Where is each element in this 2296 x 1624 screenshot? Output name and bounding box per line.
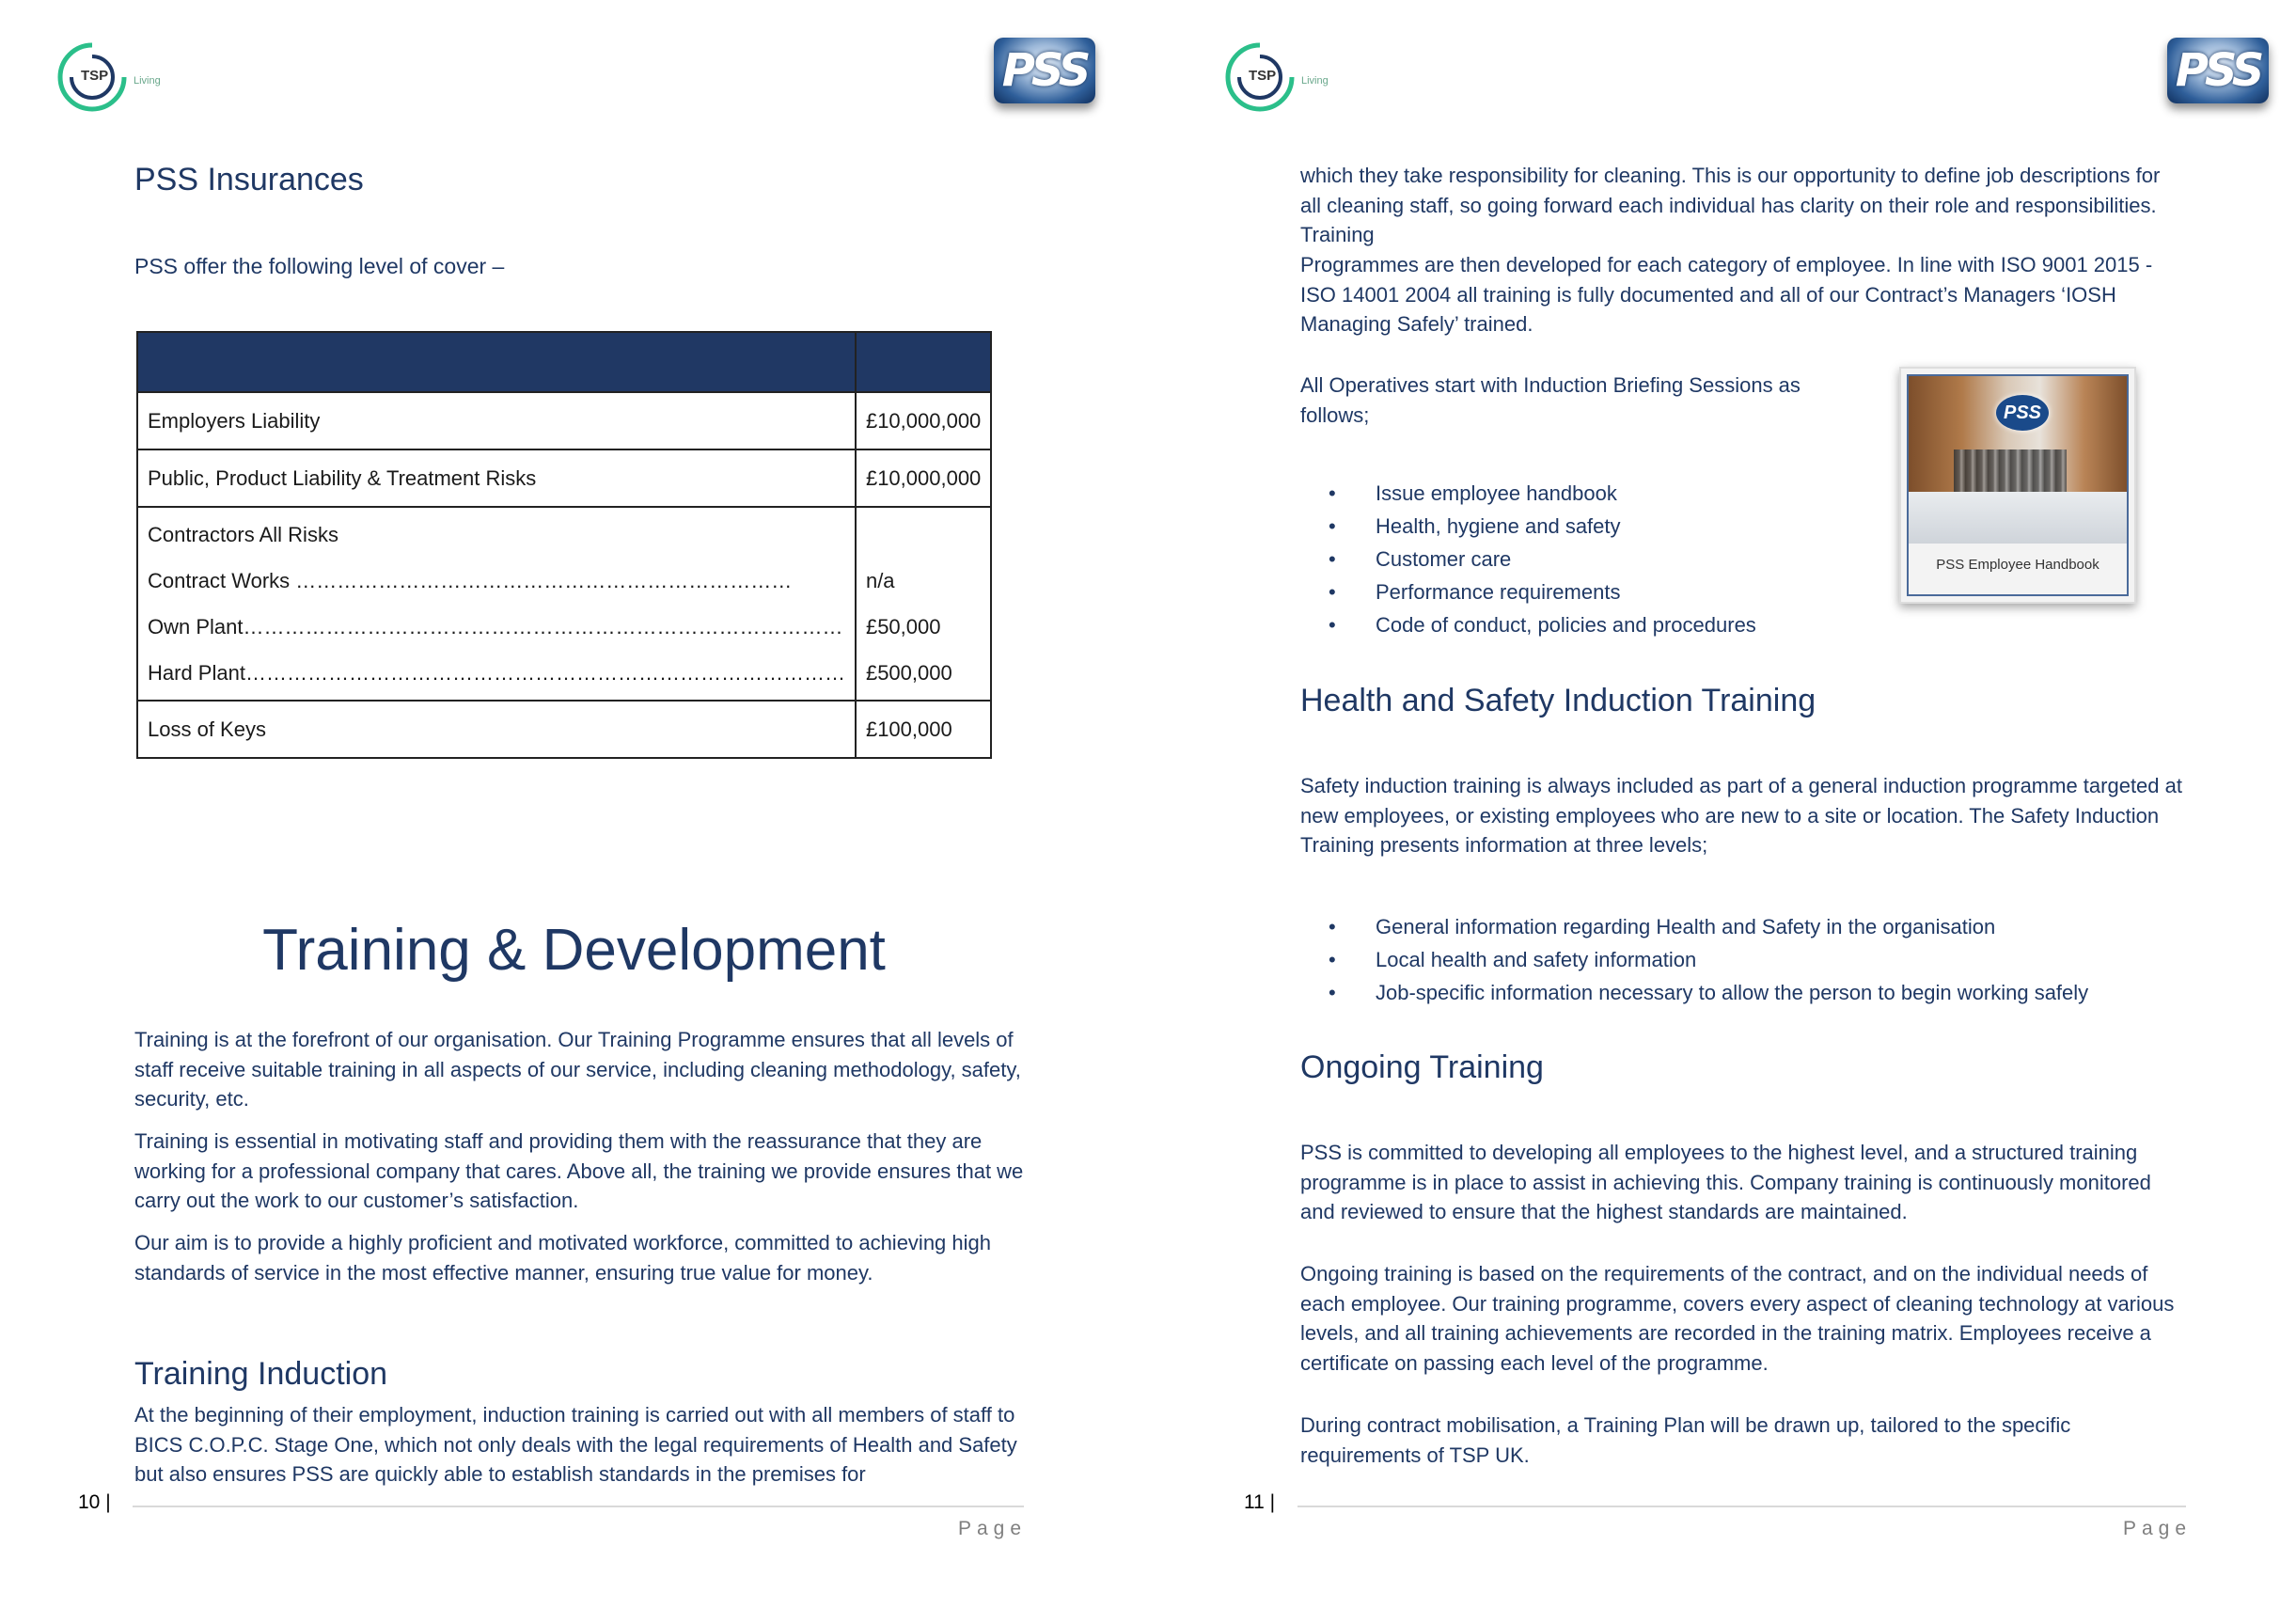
tsp-logo-text: TSP — [1249, 68, 1277, 84]
cover-amount: £500,000 — [865, 661, 952, 685]
handbook-pss-badge: PSS — [1996, 395, 2049, 431]
continued-paragraph: which they take responsibility for cleaning. This is our opportunity to define job descriptions for all cleaning staff, so going forward each individual has clarity on their role and responsibilities. Training — [1300, 164, 2161, 246]
page-number: 11 | — [1244, 1491, 1276, 1513]
health-safety-list — [1329, 910, 2088, 1009]
cover-label: Own Plant…………………………………………………………………………… — [148, 615, 843, 639]
training-development-heading: Training & Development — [262, 918, 886, 983]
health-safety-paragraph: Safety induction training is always included as part of a general induction programme targeted at new employees, or existing employees who are new to a site or location. The Safety Induction Training presents information at three levels; — [1300, 774, 2182, 857]
cover-amount: £10,000,000 — [856, 449, 991, 507]
footer-divider — [133, 1506, 1024, 1507]
ongoing-training-heading: Ongoing Training — [1300, 1049, 1544, 1085]
cover-amount: n/a — [865, 569, 895, 592]
cover-label: Loss of Keys — [137, 701, 856, 758]
list-item: • Performance requirements — [1329, 575, 1756, 608]
table-row — [137, 392, 991, 449]
cover-label: Employers Liability — [137, 392, 856, 449]
tsp-living-logo — [56, 41, 179, 126]
cover-label: Hard Plant…………………………………………………………………………… — [148, 661, 845, 685]
cover-intro: PSS offer the following level of cover – — [134, 254, 505, 278]
cover-amount: £10,000,000 — [856, 392, 991, 449]
continued-paragraph-2: Programmes are then developed for each category of employee. In line with ISO 9001 2015 - ISO 14001 2004 all training is fully documented and all of our Contract’s Managers ‘IOSH Managing Safely’ trained. — [1300, 253, 2153, 336]
list-item: • Customer care — [1329, 543, 1756, 575]
tsp-logo-text: TSP — [81, 68, 109, 84]
cover-amount: £50,000 — [865, 615, 941, 639]
page-number: 10 | — [78, 1491, 111, 1513]
cover-label: Contract Works ……………………………………………………………… — [148, 569, 793, 592]
contractors-labels — [137, 507, 856, 701]
ongoing-paragraph: Ongoing training is based on the requirements of the contract, and on the individual needs of each employee. Our training programme, covers every aspect of cleaning technology at various levels, and all training achievements are recorded in the training matrix. Employees receive a certificate on passing each level of the programme. — [1300, 1262, 2175, 1375]
insurances-heading: PSS Insurances — [134, 162, 364, 197]
table-row — [137, 701, 991, 758]
tsp-living-logo — [1224, 41, 1346, 126]
right-page — [1161, 0, 2296, 1624]
training-paragraph: Training is essential in motivating staff and providing them with the reassurance that they are working for a professional company that cares. Above all, the training we provide ensures that we carry out the work to our customer’s satisfaction. — [134, 1129, 1024, 1212]
handbook-caption: PSS Employee Handbook — [1936, 557, 2099, 573]
briefing-intro: All Operatives start with Induction Briefing Sessions as follows; — [1300, 373, 1801, 427]
table-header-row — [137, 332, 991, 392]
table-row-contractors — [137, 507, 991, 701]
cover-amount: £100,000 — [856, 701, 991, 758]
health-safety-heading: Health and Safety Induction Training — [1300, 683, 1816, 718]
induction-paragraph: At the beginning of their employment, induction training is carried out with all members of staff to BICS C.O.P.C. Stage One, which not only deals with the legal requirements of Health and Safety but also ensures PSS are quickly able to establish standards in the premises for — [134, 1403, 1017, 1486]
training-paragraph: Our aim is to provide a highly proficient and motivated workforce, committed to achieving high standards of service in the most effective manner, ensuring true value for money. — [134, 1231, 991, 1285]
training-paragraph: Training is at the forefront of our organisation. Our Training Programme ensures that all levels of staff receive suitable training in all aspects of our service, including cleaning methodology, safety, security, etc. — [134, 1028, 1021, 1111]
list-item: • General information regarding Health and Safety in the organisation — [1329, 910, 2088, 943]
ongoing-paragraph: During contract mobilisation, a Training Plan will be drawn up, tailored to the specific requirements of TSP UK. — [1300, 1413, 2071, 1467]
tsp-logo-subtext: Living — [1301, 75, 1329, 87]
list-item: • Local health and safety information — [1329, 943, 2088, 976]
list-item: • Code of conduct, policies and procedures — [1329, 608, 1756, 641]
pss-logo-text: PSS — [2175, 44, 2261, 97]
list-item: • Job-specific information necessary to allow the person to begin working safely — [1329, 976, 2088, 1009]
table-header-cell — [856, 332, 991, 392]
tsp-logo-subtext: Living — [134, 75, 161, 87]
cover-label: Public, Product Liability & Treatment Risks — [137, 449, 856, 507]
footer-divider — [1297, 1506, 2186, 1507]
pss-logo-text: PSS — [1001, 44, 1088, 97]
employee-handbook-image — [1899, 367, 2136, 604]
insurance-table — [136, 331, 992, 759]
pss-logo — [2167, 38, 2269, 103]
table-row — [137, 449, 991, 507]
training-induction-heading: Training Induction — [134, 1356, 388, 1392]
list-item: • Issue employee handbook — [1329, 477, 1756, 510]
pss-logo — [994, 38, 1095, 103]
ongoing-paragraph: PSS is committed to developing all employees to the highest level, and a structured training programme is in place to assist in achieving this. Company training is continuously monitored and reviewed to ensure that the highest standards are maintained. — [1300, 1141, 2151, 1223]
list-item: • Health, hygiene and safety — [1329, 510, 1756, 543]
footer-page-label: Page — [958, 1518, 1028, 1539]
table-header-cell — [137, 332, 856, 392]
briefing-list — [1329, 477, 1756, 641]
contractors-amounts — [856, 507, 991, 701]
contractors-heading: Contractors All Risks — [148, 523, 338, 546]
footer-page-label: Page — [2123, 1518, 2193, 1539]
spacer — [866, 512, 981, 558]
